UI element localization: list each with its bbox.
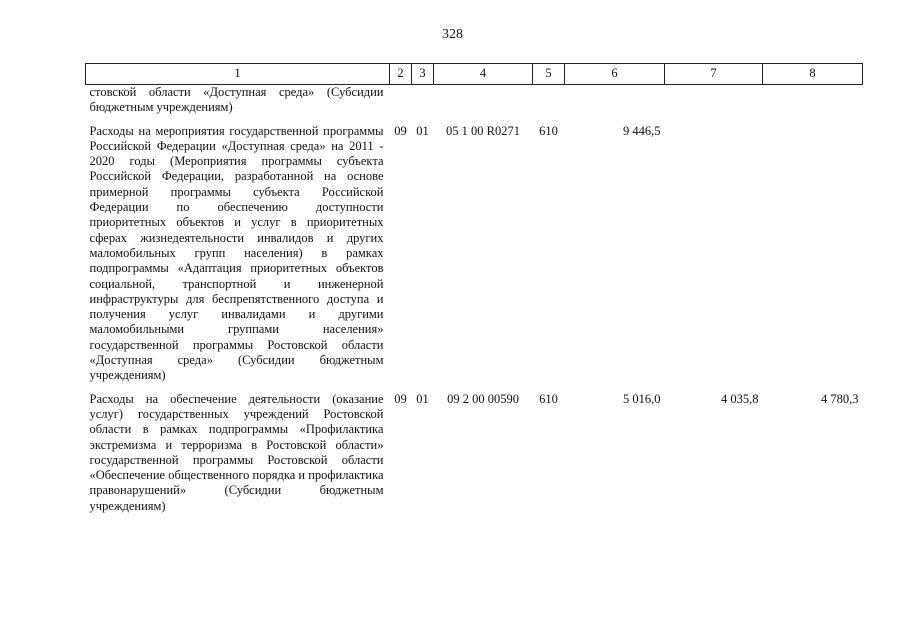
row-amount-year-2 [665,124,763,384]
header-col-4: 4 [434,64,533,85]
row-description: Расходы на мероприятия государственной программы Российской Федерации «Доступная среда» на 2011 - 2020 годы (Мероприятия программы субъекта Российской Федерации, разработанной на основе примерной программы субъекта Российской Федерации по обеспечению доступности приоритетных объектов и услуг в приоритетных сферах жизнедеятельности инвалидов и других маломобильных групп населения) в рамках подпрограммы «Адаптация приоритетных объектов социальной, транспортной и инженерной инфраструктуры для беспрепятственного доступа и получения услуг инвалидами и другими маломобильными группами населения» государственной программы Ростовской области «Доступная среда» (Субсидии бюджетным учреждениям) [89,123,384,383]
header-col-5: 5 [533,64,565,85]
row-subsection: 01 [416,391,429,406]
row-target-article: 09 2 00 00590 [447,391,519,406]
row-expense-type [533,85,565,116]
row-spacer [86,116,863,124]
row-amount-year-2 [665,85,763,116]
row-expense-type: 610 [539,123,558,138]
header-col-7: 7 [665,64,763,85]
row-amount-year-2: 4 035,8 [721,391,759,406]
row-description: Расходы на обеспечение деятельности (оказание услуг) государственных учреждений Ростовской области в рамках подпрограммы «Профилактика экстремизма и терроризма в Ростовской области» государственной программы Ростовской области «Обеспечение общественного порядка и профилактика правонарушений» (Субсидии бюджетным учреждениям) [89,391,384,513]
table-row [86,85,863,116]
header-col-6: 6 [565,64,665,85]
row-amount-year-1 [565,85,665,116]
row-description: стовской области «Доступная среда» (Субсидии бюджетным учреждениям) [89,85,384,115]
row-amount-year-3 [763,124,863,384]
header-col-2: 2 [390,64,412,85]
row-target-article: 05 1 00 R0271 [446,123,520,138]
table-row [86,124,863,384]
row-expense-type: 610 [539,391,558,406]
row-target-article [434,85,533,116]
header-col-1: 1 [86,64,390,85]
row-subsection [412,85,434,116]
budget-table [85,63,863,514]
page-number: 328 [442,27,463,42]
header-col-3: 3 [412,64,434,85]
row-subsection: 01 [416,123,429,138]
row-section [390,85,412,116]
row-section: 09 [394,123,407,138]
row-amount-year-3: 4 780,3 [821,391,859,406]
row-amount-year-3 [763,85,863,116]
row-spacer [86,384,863,392]
row-amount-year-1: 9 446,5 [623,123,661,138]
header-col-8: 8 [763,64,863,85]
row-section: 09 [394,391,407,406]
table-header-row [86,64,863,85]
row-amount-year-1: 5 016,0 [623,391,661,406]
table-row [86,392,863,514]
